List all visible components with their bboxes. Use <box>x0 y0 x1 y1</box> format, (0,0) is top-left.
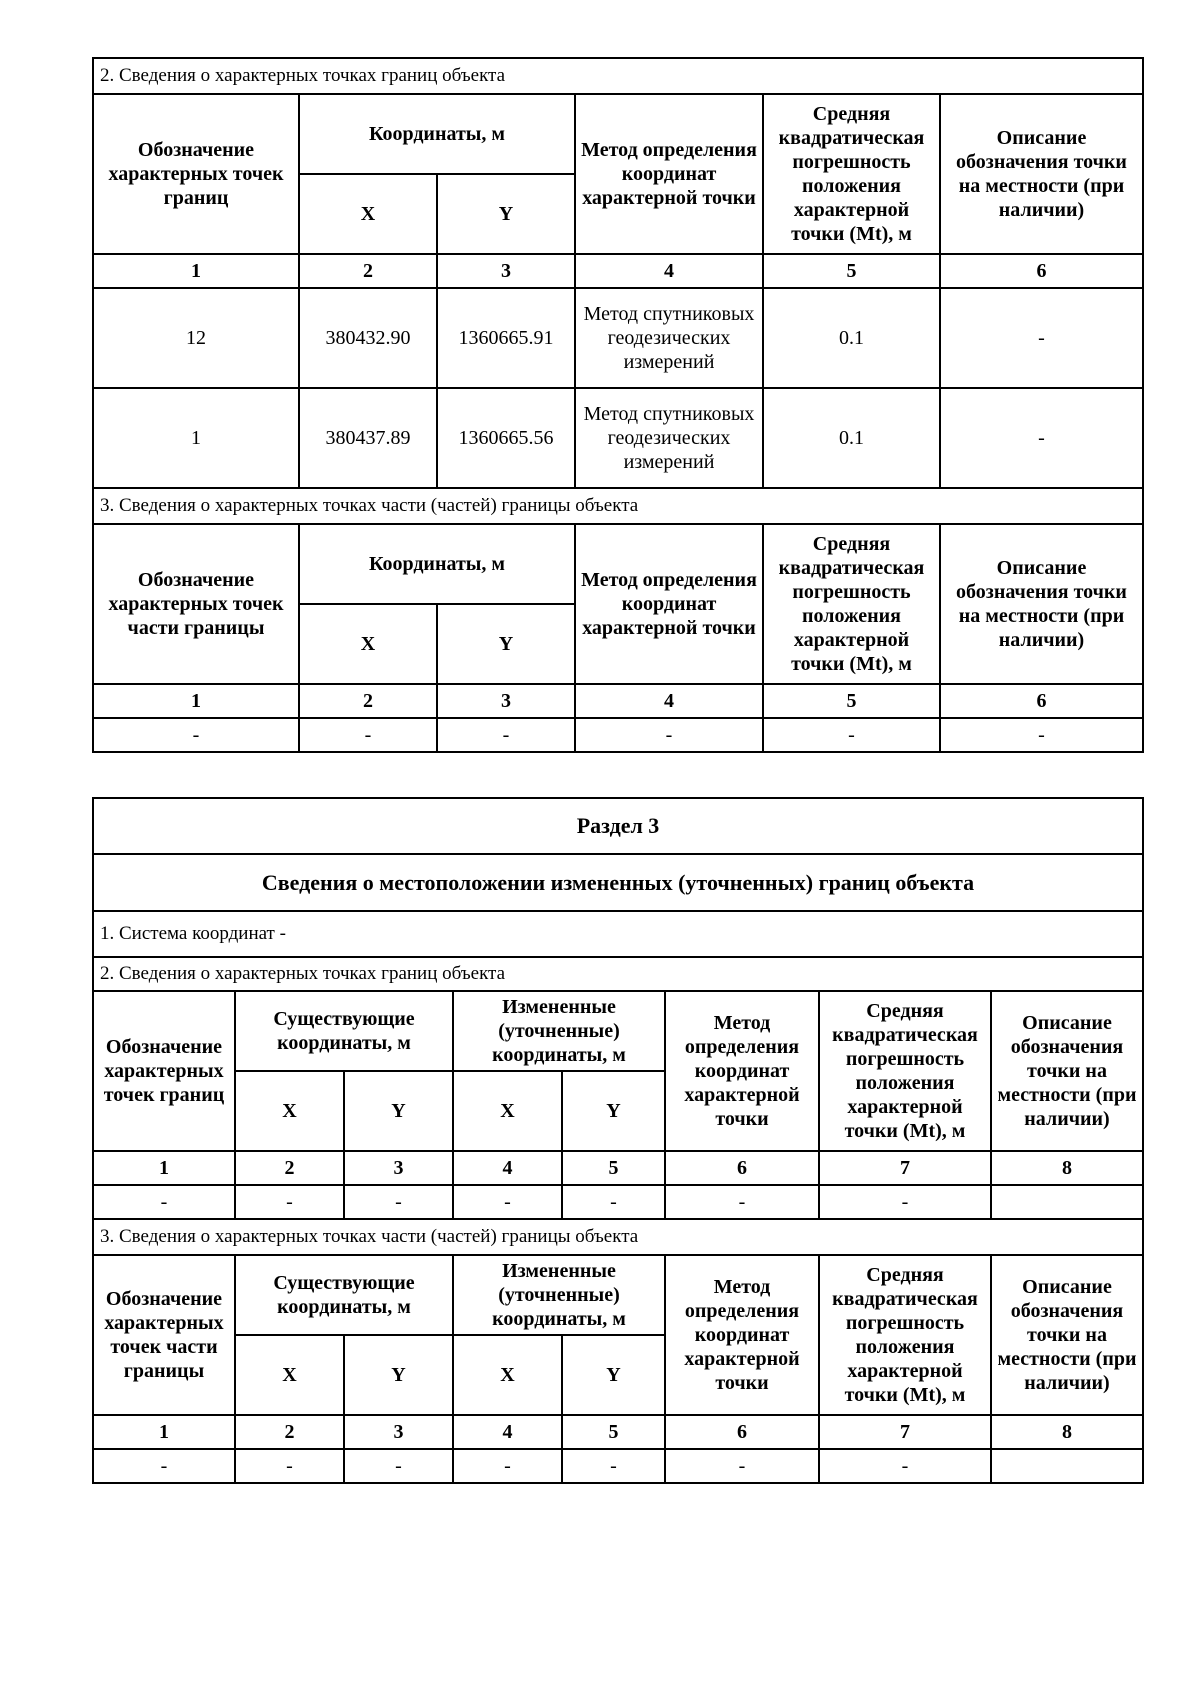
col-x-header: X <box>235 1335 344 1415</box>
empty-cell: - <box>453 1185 562 1219</box>
col-number: 1 <box>93 684 299 718</box>
empty-cell: - <box>437 718 575 752</box>
col-x-header: X <box>453 1071 562 1151</box>
col-y-header: Y <box>437 174 575 254</box>
point-designation: 1 <box>93 388 299 488</box>
col-method-header: Метод определения координат характерной точки <box>575 524 763 684</box>
point-error: 0.1 <box>763 388 940 488</box>
col-x-header: X <box>299 174 437 254</box>
point-x: 380432.90 <box>299 288 437 388</box>
col-x-header: X <box>235 1071 344 1151</box>
col-coordinates-header: Координаты, м <box>299 524 575 604</box>
col-method-header: Метод определения координат характерной точки <box>665 1255 819 1415</box>
col-number: 7 <box>819 1415 991 1449</box>
subsection-2-title: 2. Сведения о характерных точках границ объекта <box>93 58 1143 94</box>
point-y: 1360665.56 <box>437 388 575 488</box>
empty-cell: - <box>940 718 1143 752</box>
col-number: 6 <box>665 1151 819 1185</box>
col-number: 3 <box>344 1151 453 1185</box>
subsection-3-title: 3. Сведения о характерных точках части (частей) границы объекта <box>93 488 1143 524</box>
col-number: 7 <box>819 1151 991 1185</box>
col-error-header: Средняя квадратическая погрешность положения характерной точки (Mt), м <box>763 524 940 684</box>
col-number: 6 <box>940 254 1143 288</box>
coordinate-system: 1. Система координат - <box>93 911 1143 957</box>
col-description-header: Описание обозначения точки на местности (при наличии) <box>940 524 1143 684</box>
col-number: 4 <box>575 254 763 288</box>
point-method: Метод спутниковых геодезических измерений <box>575 288 763 388</box>
empty-cell: - <box>93 1449 235 1483</box>
empty-cell: - <box>575 718 763 752</box>
table-row <box>93 718 1143 752</box>
col-number: 2 <box>235 1151 344 1185</box>
boundary-points-table <box>92 57 1144 753</box>
col-x-header: X <box>299 604 437 684</box>
col-number: 8 <box>991 1415 1143 1449</box>
col-existing-coordinates-header: Существующие координаты, м <box>235 1255 453 1335</box>
section-3-table <box>92 797 1144 1484</box>
col-number: 5 <box>763 684 940 718</box>
col-existing-coordinates-header: Существующие координаты, м <box>235 991 453 1071</box>
empty-cell: - <box>453 1449 562 1483</box>
table-row <box>93 1185 1143 1219</box>
col-y-header: Y <box>344 1335 453 1415</box>
empty-cell: - <box>763 718 940 752</box>
col-number: 4 <box>453 1415 562 1449</box>
col-method-header: Метод определения координат характерной точки <box>575 94 763 254</box>
section-title: Раздел 3 <box>93 798 1143 854</box>
empty-cell: - <box>93 718 299 752</box>
col-number: 4 <box>453 1151 562 1185</box>
col-number: 1 <box>93 1415 235 1449</box>
point-designation: 12 <box>93 288 299 388</box>
col-error-header: Средняя квадратическая погрешность положения характерной точки (Mt), м <box>819 1255 991 1415</box>
col-designation-header: Обозначение характерных точек границ <box>93 94 299 254</box>
col-number: 3 <box>437 254 575 288</box>
subsection-3-title: 3. Сведения о характерных точках части (частей) границы объекта <box>93 1219 1143 1255</box>
empty-cell: - <box>562 1449 665 1483</box>
empty-cell <box>991 1449 1143 1483</box>
col-number: 6 <box>940 684 1143 718</box>
table-row <box>93 288 1143 388</box>
subsection-2-title: 2. Сведения о характерных точках границ объекта <box>93 957 1143 991</box>
point-method: Метод спутниковых геодезических измерений <box>575 388 763 488</box>
col-number: 2 <box>235 1415 344 1449</box>
col-y-header: Y <box>344 1071 453 1151</box>
col-y-header: Y <box>437 604 575 684</box>
col-description-header: Описание обозначения точки на местности (при наличии) <box>940 94 1143 254</box>
col-number: 6 <box>665 1415 819 1449</box>
col-x-header: X <box>453 1335 562 1415</box>
col-changed-coordinates-header: Измененные (уточненные) координаты, м <box>453 1255 665 1335</box>
col-number: 2 <box>299 254 437 288</box>
empty-cell: - <box>299 718 437 752</box>
col-coordinates-header: Координаты, м <box>299 94 575 174</box>
col-number: 8 <box>991 1151 1143 1185</box>
point-description: - <box>940 388 1143 488</box>
point-error: 0.1 <box>763 288 940 388</box>
section-subtitle: Сведения о местоположении измененных (уточненных) границ объекта <box>93 854 1143 911</box>
empty-cell: - <box>344 1185 453 1219</box>
empty-cell: - <box>665 1449 819 1483</box>
empty-cell: - <box>819 1449 991 1483</box>
col-changed-coordinates-header: Измененные (уточненные) координаты, м <box>453 991 665 1071</box>
empty-cell: - <box>235 1185 344 1219</box>
col-y-header: Y <box>562 1335 665 1415</box>
table-row <box>93 388 1143 488</box>
col-description-header: Описание обозначения точки на местности (при наличии) <box>991 1255 1143 1415</box>
col-error-header: Средняя квадратическая погрешность положения характерной точки (Mt), м <box>819 991 991 1151</box>
col-number: 5 <box>562 1151 665 1185</box>
col-number: 5 <box>562 1415 665 1449</box>
col-number: 3 <box>437 684 575 718</box>
col-number: 4 <box>575 684 763 718</box>
empty-cell <box>991 1185 1143 1219</box>
col-number: 1 <box>93 1151 235 1185</box>
point-description: - <box>940 288 1143 388</box>
col-description-header: Описание обозначения точки на местности (при наличии) <box>991 991 1143 1151</box>
col-designation-header: Обозначение характерных точек части границы <box>93 524 299 684</box>
empty-cell: - <box>819 1185 991 1219</box>
col-designation-header: Обозначение характерных точек части границы <box>93 1255 235 1415</box>
col-y-header: Y <box>562 1071 665 1151</box>
col-number: 5 <box>763 254 940 288</box>
col-number: 3 <box>344 1415 453 1449</box>
col-designation-header: Обозначение характерных точек границ <box>93 991 235 1151</box>
empty-cell: - <box>93 1185 235 1219</box>
empty-cell: - <box>235 1449 344 1483</box>
col-number: 1 <box>93 254 299 288</box>
empty-cell: - <box>665 1185 819 1219</box>
col-error-header: Средняя квадратическая погрешность положения характерной точки (Mt), м <box>763 94 940 254</box>
empty-cell: - <box>562 1185 665 1219</box>
empty-cell: - <box>344 1449 453 1483</box>
col-method-header: Метод определения координат характерной точки <box>665 991 819 1151</box>
table-row <box>93 1449 1143 1483</box>
point-x: 380437.89 <box>299 388 437 488</box>
col-number: 2 <box>299 684 437 718</box>
point-y: 1360665.91 <box>437 288 575 388</box>
